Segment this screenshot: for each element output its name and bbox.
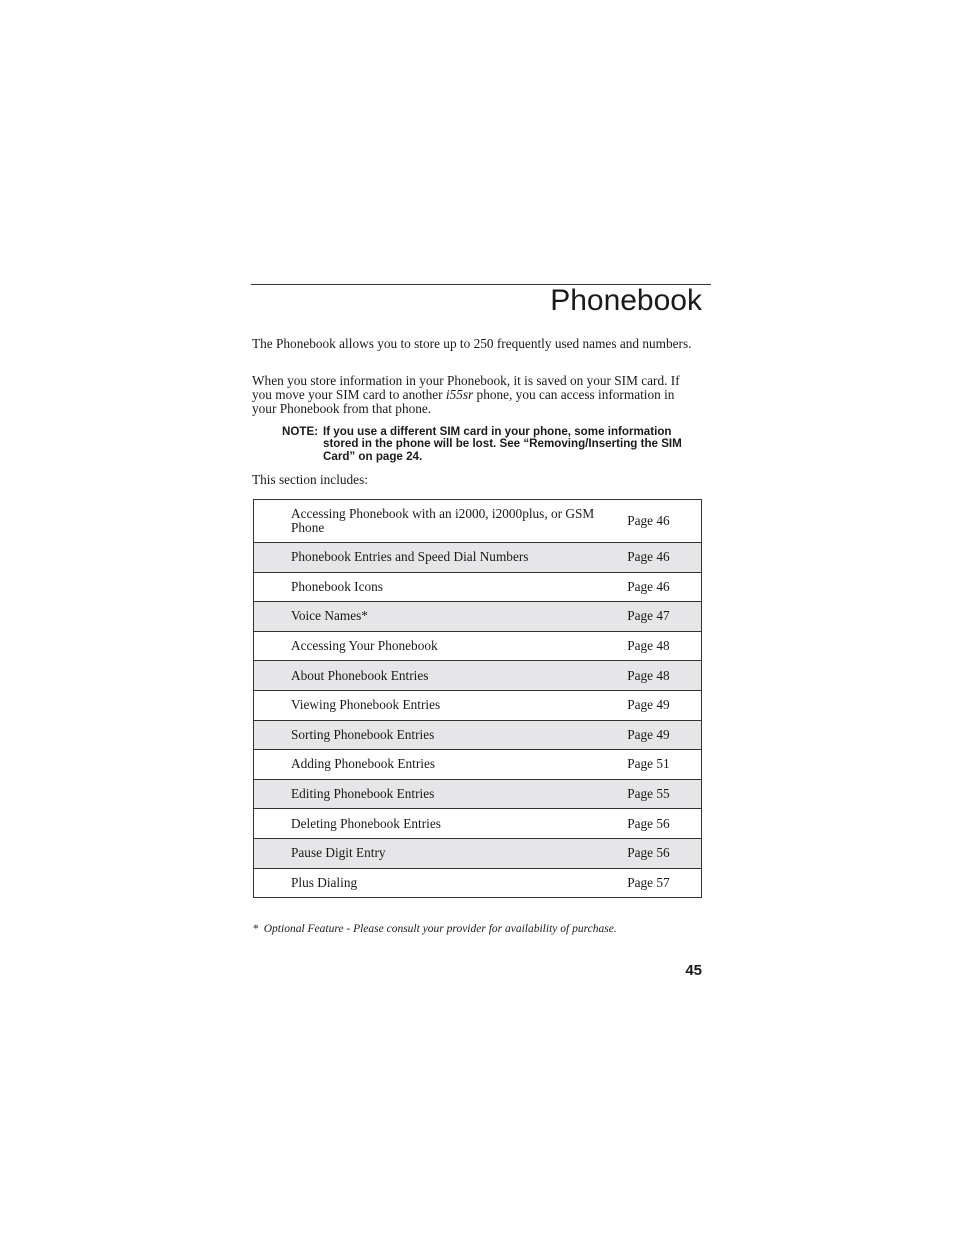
toc-entry-title: Sorting Phonebook Entries [254, 720, 618, 750]
table-row [254, 602, 702, 632]
toc-entry-page: Page 56 [617, 809, 701, 839]
sim-paragraph-part2: phone, you can access information in your Phonebook from that phone. [252, 387, 675, 417]
table-row [254, 779, 702, 809]
section-intro: This section includes: [252, 472, 368, 487]
table-row [254, 631, 702, 661]
chapter-title: Phonebook [550, 284, 702, 317]
sim-paragraph-part1: When you store information in your Phonebook, it is saved on your SIM card. If you move your SIM card to another [252, 373, 680, 403]
table-row [254, 809, 702, 839]
toc-entry-page: Page 51 [617, 750, 701, 780]
toc-entry-title: Plus Dialing [254, 868, 618, 898]
toc-entry-page: Page 48 [617, 631, 701, 661]
sim-paragraph [252, 374, 702, 417]
toc-entry-page: Page 55 [617, 779, 701, 809]
toc-entry-page: Page 47 [617, 602, 701, 632]
section-contents-table [253, 499, 702, 898]
toc-entry-page: Page 57 [617, 868, 701, 898]
table-row [254, 661, 702, 691]
table-row [254, 543, 702, 573]
toc-entry-title: Phonebook Icons [254, 572, 618, 602]
toc-entry-page: Page 48 [617, 661, 701, 691]
toc-entry-page: Page 56 [617, 838, 701, 868]
table-row [254, 500, 702, 543]
footnote-text: Optional Feature - Please consult your provider for availability of purchase. [263, 923, 617, 935]
toc-entry-title: Editing Phonebook Entries [254, 779, 618, 809]
toc-entry-title: Pause Digit Entry [254, 838, 618, 868]
toc-entry-title: Viewing Phonebook Entries [254, 690, 618, 720]
toc-entry-page: Page 46 [617, 543, 701, 573]
toc-entry-page: Page 46 [617, 572, 701, 602]
note-label: NOTE: [282, 425, 319, 438]
table-row [254, 720, 702, 750]
toc-entry-title: Accessing Your Phonebook [254, 631, 618, 661]
toc-entry-title: Adding Phonebook Entries [254, 750, 618, 780]
footnote [253, 922, 617, 936]
toc-entry-title: About Phonebook Entries [254, 661, 618, 691]
toc-entry-page: Page 49 [617, 690, 701, 720]
note-text: If you use a different SIM card in your phone, some information stored in the phone will be lost. See “Removing/Inserting the SIM Card” on page 24. [323, 425, 682, 463]
toc-entry-page: Page 49 [617, 720, 701, 750]
table-row [254, 750, 702, 780]
toc-entry-title: Deleting Phonebook Entries [254, 809, 618, 839]
toc-entry-title: Voice Names* [254, 602, 618, 632]
table-row [254, 838, 702, 868]
table-row [254, 868, 702, 898]
page-number: 45 [685, 962, 702, 979]
table-row [254, 572, 702, 602]
phone-model: i55sr [445, 387, 474, 403]
footnote-marker: * [253, 923, 259, 935]
intro-paragraph: The Phonebook allows you to store up to 250 frequently used names and numbers. [252, 336, 692, 351]
table-row [254, 690, 702, 720]
toc-entry-title: Phonebook Entries and Speed Dial Numbers [254, 543, 618, 573]
toc-entry-title: Accessing Phonebook with an i2000, i2000plus, or GSM Phone [254, 500, 618, 543]
toc-entry-page: Page 46 [617, 500, 701, 543]
